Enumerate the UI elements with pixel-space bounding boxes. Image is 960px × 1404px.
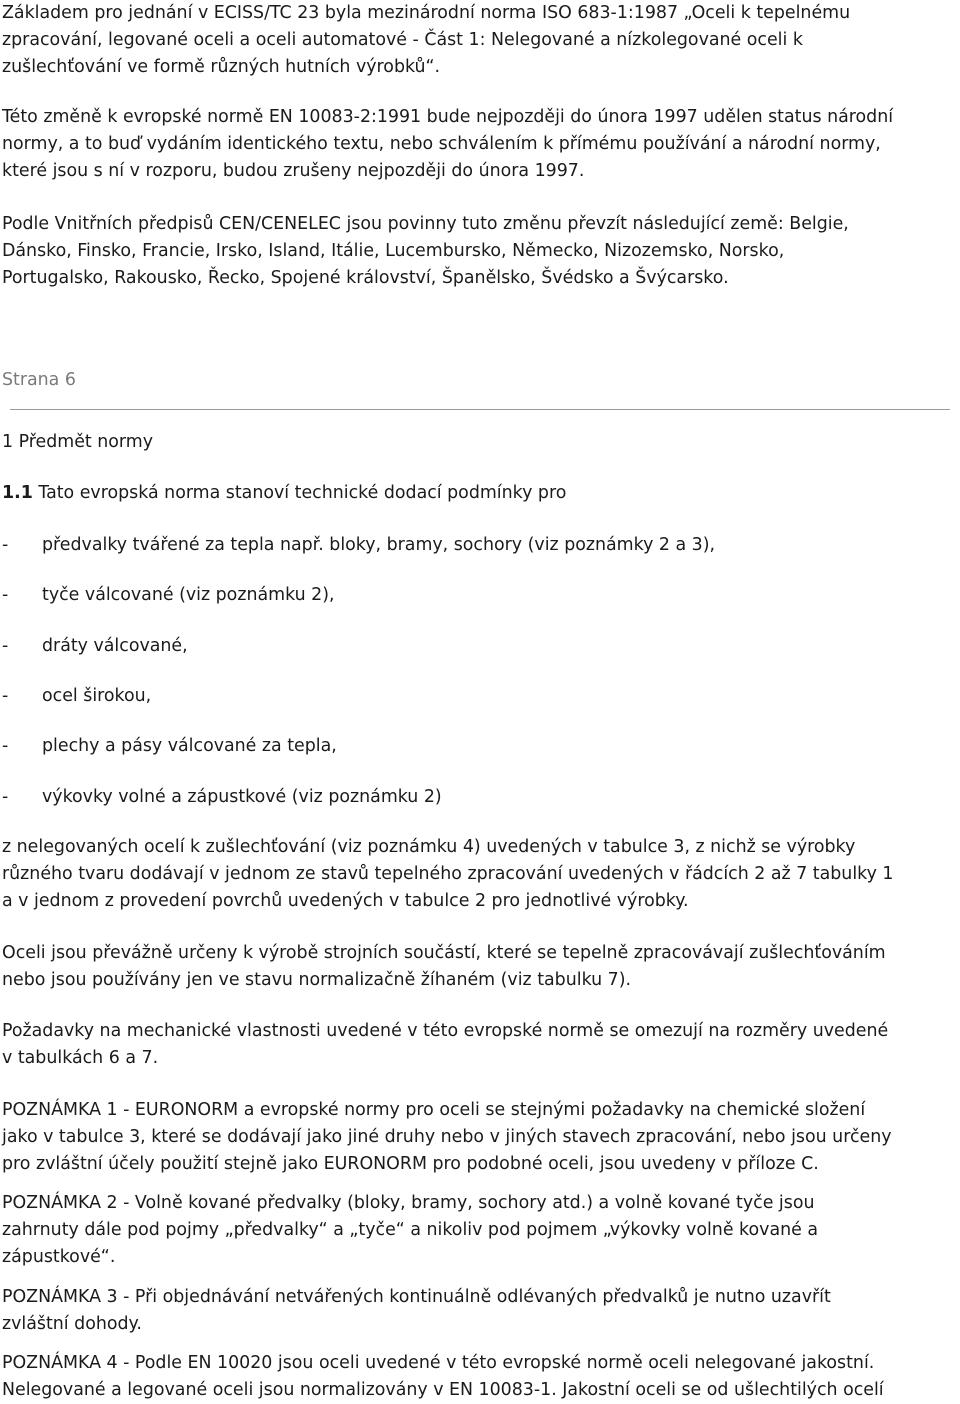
- usage-paragraph: [2, 940, 958, 994]
- list-item-text: dráty válcované,: [42, 636, 188, 656]
- text-line: Nelegované a legované oceli jsou normalizovány v EN 10083-1. Jakostní oceli se od ušlechtilých ocelí: [2, 1380, 884, 1400]
- text-line: v tabulkách 6 a 7.: [2, 1048, 159, 1068]
- mechanical-paragraph: [2, 1018, 958, 1072]
- text-line: POZNÁMKA 2 - Volně kované předvalky (bloky, bramy, sochory atd.) a volně kované tyče jsou: [2, 1193, 815, 1213]
- list-marker: -: [2, 636, 9, 656]
- clause-number: 1.1: [2, 483, 33, 503]
- list-item-text: plechy a pásy válcované za tepla,: [42, 736, 337, 756]
- text-line: POZNÁMKA 3 - Při objednávání netvářených kontinuálně odlévaných předvalků je nutno uzavřít: [2, 1287, 831, 1307]
- text-line: POZNÁMKA 4 - Podle EN 10020 jsou oceli uvedené v této evropské normě oceli nelegované jakostní.: [2, 1353, 875, 1373]
- text-line: Této změně k evropské normě EN 10083-2:1991 bude nejpozději do února 1997 udělen status národní: [2, 107, 894, 127]
- list-marker: -: [2, 585, 9, 605]
- text-line: pro zvláštní účely použití stejně jako EURONORM pro podobné oceli, jsou uvedeny v příloze C.: [2, 1154, 819, 1174]
- note-4: [2, 1350, 958, 1404]
- text-line: zvláštní dohody.: [2, 1314, 142, 1334]
- list-marker: -: [2, 535, 9, 555]
- clause-text: Tato evropská norma stanoví technické dodací podmínky pro: [32, 483, 567, 503]
- text-line: zpracování, legované oceli a oceli automatové - Část 1: Nelegované a nízkolegované oceli k: [2, 30, 803, 50]
- text-line: nebo jsou používány jen ve stavu normalizačně žíhaném (viz tabulku 7).: [2, 970, 632, 990]
- text-line: Podle Vnitřních předpisů CEN/CENELEC jsou povinny tuto změnu převzít následující země: Belgie,: [2, 214, 849, 234]
- section-title: 1 Předmět normy: [2, 432, 154, 452]
- text-line: normy, a to buď vydáním identického textu, nebo schválením k přímému používání a národní normy,: [2, 134, 881, 154]
- list-item: [2, 683, 958, 710]
- clause-1-1: [2, 480, 958, 507]
- text-line: zápustkové“.: [2, 1247, 116, 1267]
- divider: [10, 409, 950, 410]
- text-line: Portugalsko, Rakousko, Řecko, Spojené království, Španělsko, Švédsko a Švýcarsko.: [2, 268, 729, 288]
- countries-paragraph: [2, 211, 958, 292]
- text-line: které jsou s ní v rozporu, budou zrušeny nejpozději do února 1997.: [2, 161, 585, 181]
- text-line: zahrnuty dále pod pojmy „předvalky“ a „tyče“ a nikoliv pod pojmem „výkovky volně kované a: [2, 1220, 819, 1240]
- list-item-text: tyče válcované (viz poznámku 2),: [42, 585, 335, 605]
- note-2: [2, 1190, 958, 1271]
- status-paragraph: [2, 104, 958, 185]
- list-marker: -: [2, 787, 9, 807]
- note-1: [2, 1097, 958, 1178]
- text-line: z nelegovaných ocelí k zušlechťování (viz poznámku 4) uvedených v tabulce 3, z nichž se výrobky: [2, 837, 856, 857]
- list-item: [2, 582, 958, 609]
- text-line: jako v tabulce 3, které se dodávají jako jiné druhy nebo v jiných stavech zpracování, nebo jsou určeny: [2, 1127, 892, 1147]
- list-item-text: ocel širokou,: [42, 686, 152, 706]
- list-item: [2, 733, 958, 760]
- text-line: Dánsko, Finsko, Francie, Irsko, Island, Itálie, Lucembursko, Německo, Nizozemsko, Norsko,: [2, 241, 785, 261]
- text-line: Základem pro jednání v ECISS/TC 23 byla mezinárodní norma ISO 683-1:1987 „Oceli k tepelnému: [2, 3, 851, 23]
- text-line: Oceli jsou převážně určeny k výrobě strojních součástí, které se tepelně zpracovávají zušlechťováním: [2, 943, 886, 963]
- text-line: POZNÁMKA 1 - EURONORM a evropské normy pro oceli se stejnými požadavky na chemické složení: [2, 1100, 866, 1120]
- page-label: Strana 6: [2, 370, 76, 390]
- text-line: zušlechťování ve formě různých hutních výrobků“.: [2, 57, 441, 77]
- list-item: [2, 633, 958, 660]
- list-marker: -: [2, 736, 9, 756]
- list-item: [2, 784, 958, 811]
- list-item-text: předvalky tvářené za tepla např. bloky, bramy, sochory (viz poznámky 2 a 3),: [42, 535, 716, 555]
- text-line: různého tvaru dodávají v jednom ze stavů tepelného zpracování uvedených v řádcích 2 až 7 tabulky 1: [2, 864, 894, 884]
- text-line: Požadavky na mechanické vlastnosti uvedené v této evropské normě se omezují na rozměry uvedené: [2, 1021, 889, 1041]
- intro-paragraph: [2, 0, 958, 81]
- text-line: a v jednom z provedení povrchů uvedených v tabulce 2 pro jednotlivé výrobky.: [2, 891, 689, 911]
- note-3: [2, 1284, 958, 1338]
- list-item: [2, 532, 958, 559]
- steels-paragraph: [2, 834, 958, 915]
- list-marker: -: [2, 686, 9, 706]
- list-item-text: výkovky volné a zápustkové (viz poznámku 2): [42, 787, 442, 807]
